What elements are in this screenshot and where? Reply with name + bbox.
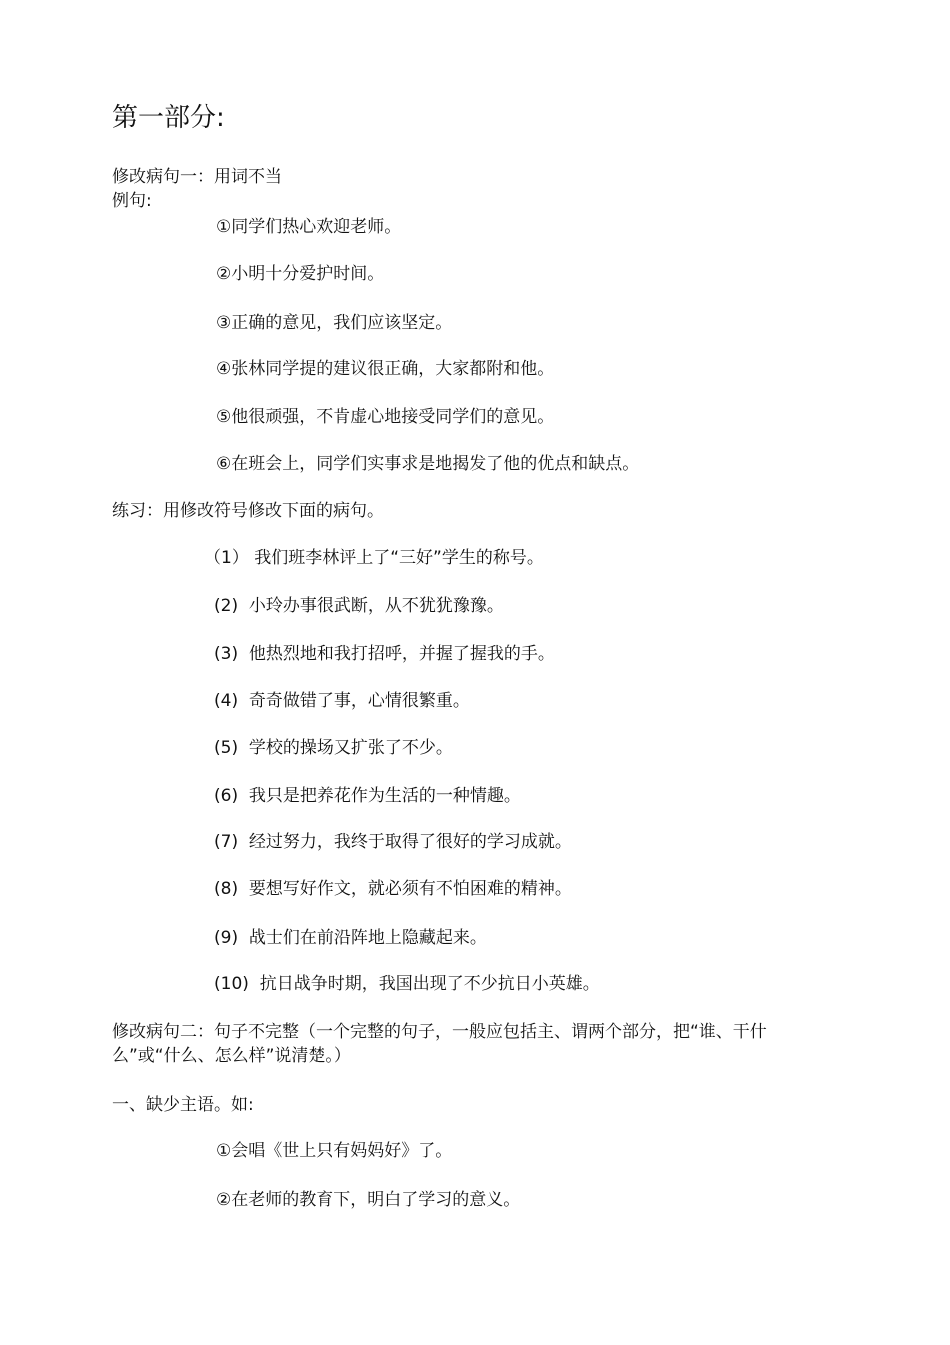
practice-item (214, 785, 521, 807)
example-sentence: ③正确的意见，我们应该坚定。 (216, 313, 453, 333)
practice-text: 我们班李林评上了“三好”学生的称号。 (254, 548, 544, 568)
example-sentence: ①同学们热心欢迎老师。 (216, 217, 402, 237)
practice-item (214, 595, 504, 617)
practice-number: (3) (214, 644, 239, 664)
example-sentence: ⑥在班会上，同学们实事求是地揭发了他的优点和缺点。 (216, 454, 640, 474)
section2-subheading: 一、缺少主语。如: (112, 1095, 254, 1115)
example-sentence: ②小明十分爱护时间。 (216, 264, 385, 284)
example-sentence: ⑤他很顽强，不肯虚心地接受同学们的意见。 (216, 407, 555, 427)
practice-number: (5) (214, 738, 239, 758)
practice-number: (2) (214, 596, 239, 616)
practice-item (214, 973, 600, 995)
practice-number: (6) (214, 786, 239, 806)
example-sentence: ①会唱《世上只有妈妈好》了。 (216, 1141, 453, 1161)
practice-text: 战士们在前沿阵地上隐藏起来。 (248, 928, 487, 948)
example-sentence: ④张林同学提的建议很正确，大家都附和他。 (216, 359, 555, 379)
practice-text: 学校的操场又扩张了不少。 (248, 738, 453, 758)
practice-item (204, 547, 544, 569)
practice-item (214, 831, 572, 853)
practice-text: 奇奇做错了事，心情很繁重。 (248, 691, 470, 711)
practice-text: 经过努力，我终于取得了很好的学习成就。 (248, 832, 572, 852)
example-sentence: ②在老师的教育下，明白了学习的意义。 (216, 1190, 521, 1210)
practice-text: 抗日战争时期，我国出现了不少抗日小英雄。 (259, 974, 600, 994)
practice-text: 我只是把养花作为生活的一种情趣。 (248, 786, 521, 806)
practice-number: (9) (214, 928, 239, 948)
practice-item (214, 737, 453, 759)
practice-item (214, 643, 555, 665)
practice-text: 他热烈地和我打招呼，并握了握我的手。 (248, 644, 555, 664)
section2-heading: 修改病句二：句子不完整（一个完整的句子，一般应包括主、谓两个部分，把“谁、干什么”或“什么、怎么样”说清楚。） (112, 1022, 767, 1066)
practice-text: 要想写好作文，就必须有不怕困难的精神。 (248, 879, 572, 899)
practice-label: 练习：用修改符号修改下面的病句。 (112, 501, 384, 521)
page-title: 第一部分: (112, 103, 225, 133)
practice-number: （1） (204, 548, 249, 568)
example-label: 例句: (112, 191, 152, 211)
practice-item (214, 927, 487, 949)
section1-heading: 修改病句一：用词不当 (112, 167, 282, 187)
practice-number: (7) (214, 832, 239, 852)
practice-number: (8) (214, 879, 239, 899)
practice-item (214, 878, 572, 900)
practice-item (214, 690, 470, 712)
practice-number: (10) (214, 974, 249, 994)
practice-text: 小玲办事很武断，从不犹犹豫豫。 (248, 596, 504, 616)
practice-number: (4) (214, 691, 239, 711)
